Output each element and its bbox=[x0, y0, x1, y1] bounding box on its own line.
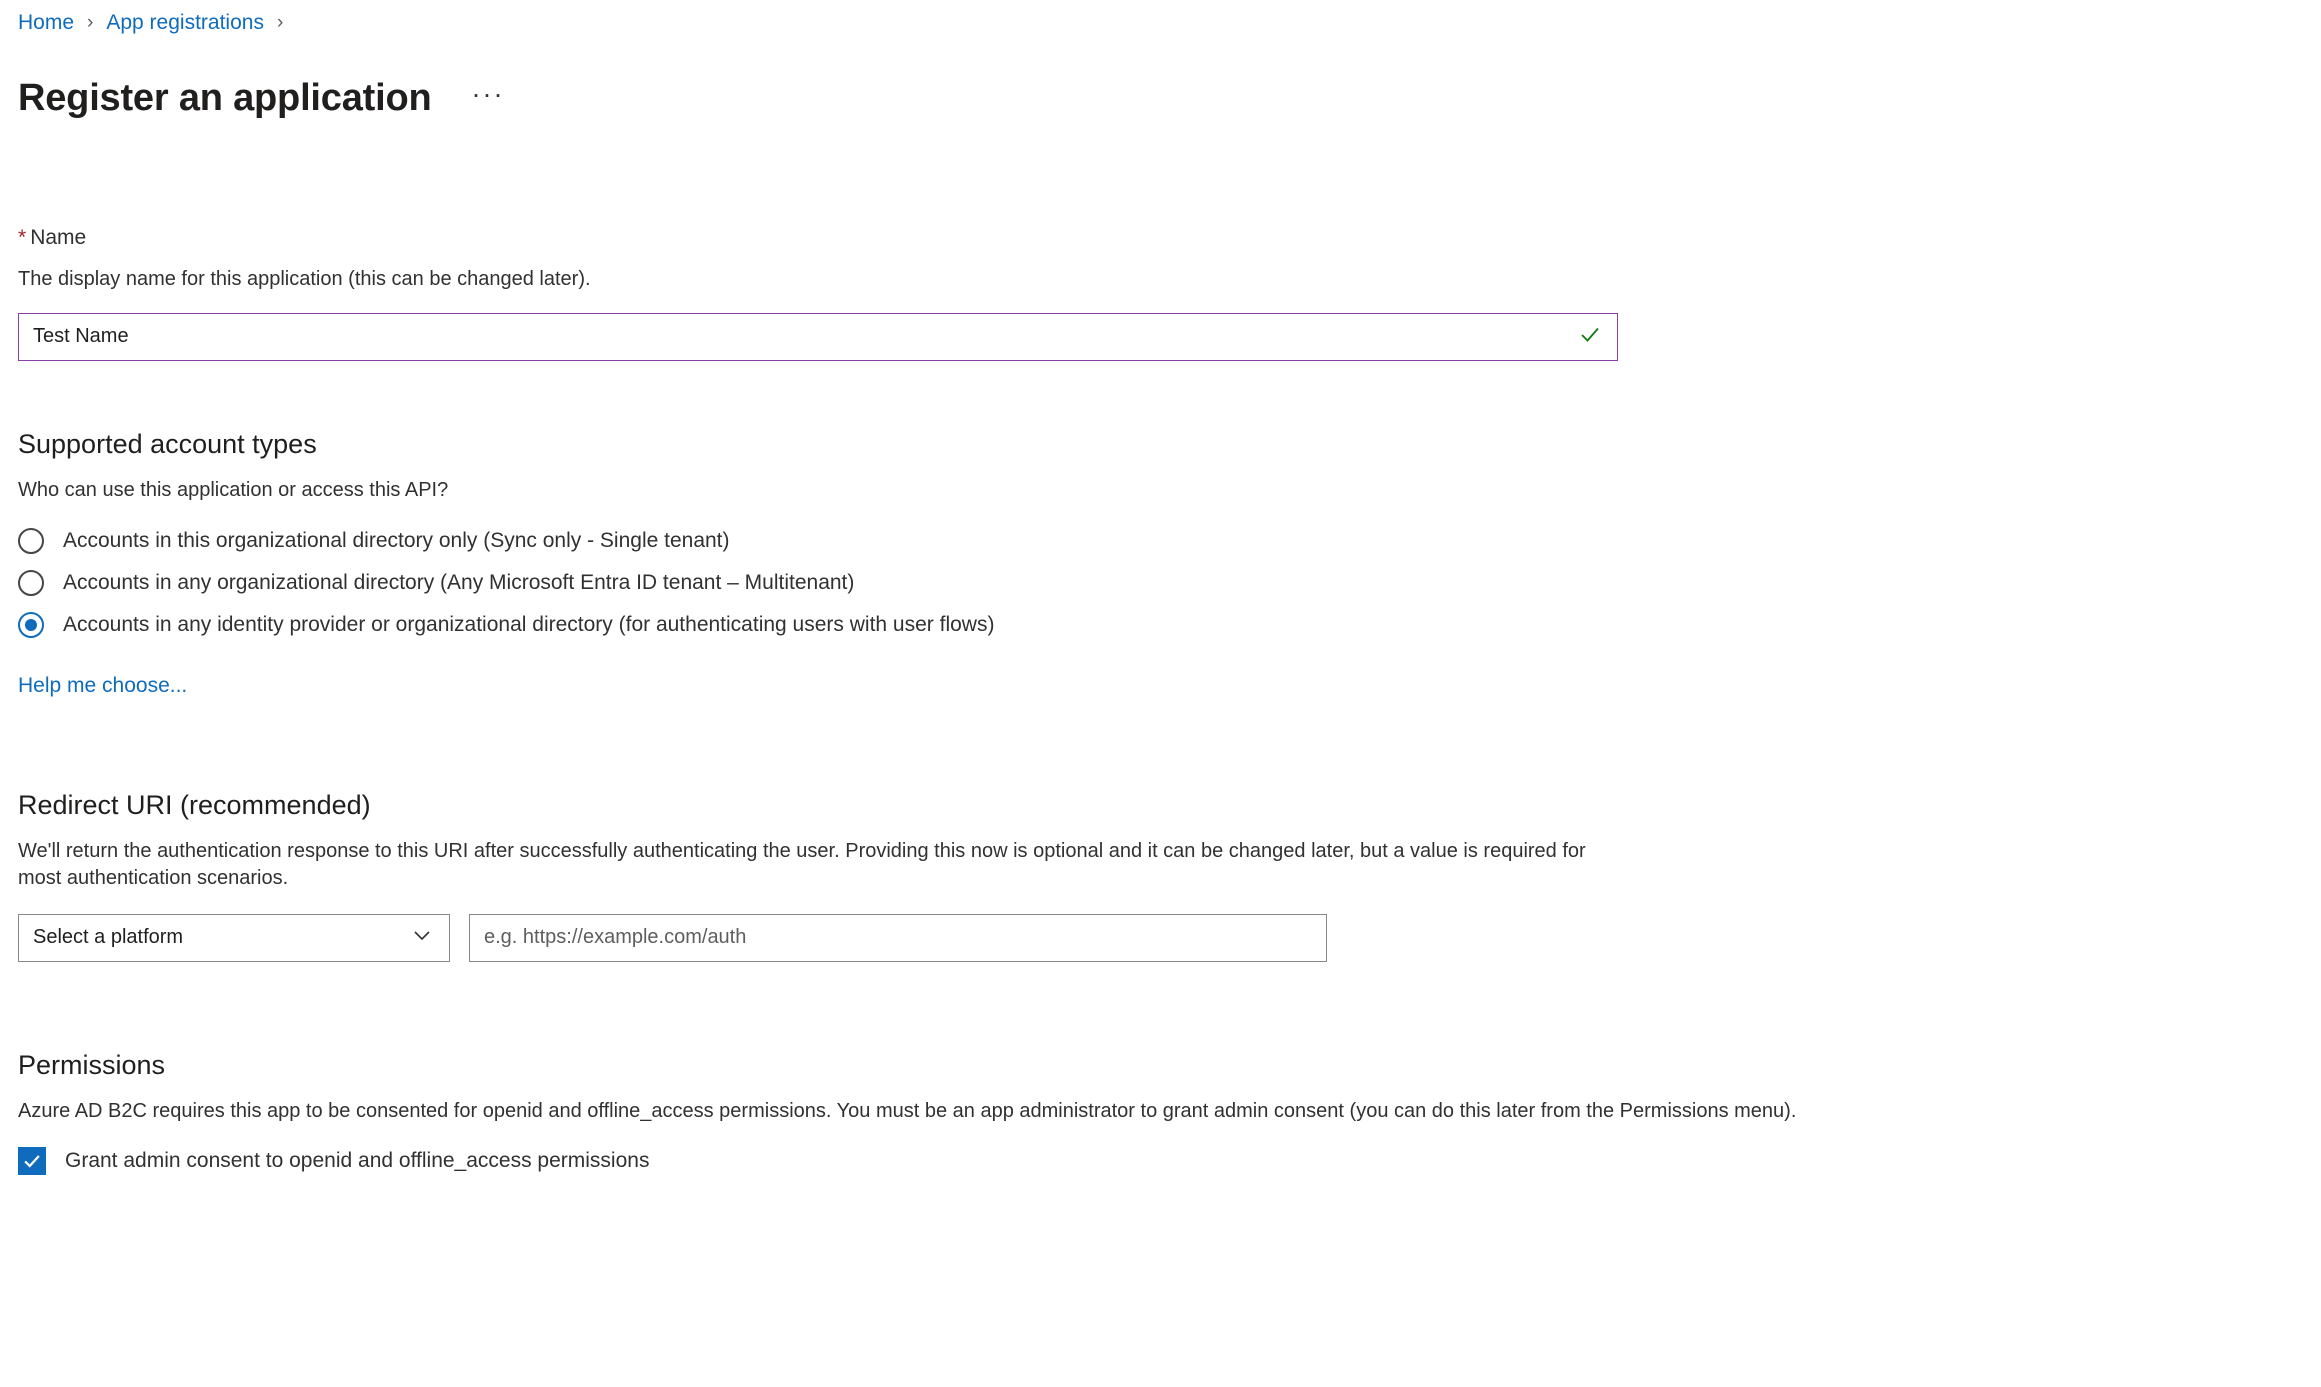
supported-account-types-heading: Supported account types bbox=[18, 428, 317, 459]
redirect-uri-description: We'll return the authentication response to this URI after successfully authenticating the user. Providing this now is optional and it can be changed later, but a value is required for most authentication scenarios. bbox=[18, 839, 1586, 889]
supported-account-types-question: Who can use this application or access this API? bbox=[18, 478, 449, 501]
redirect-uri-inputs bbox=[18, 914, 2321, 962]
radio-option-label: Accounts in this organizational directory only (Sync only - Single tenant) bbox=[63, 528, 730, 552]
breadcrumb-item-home[interactable]: Home bbox=[18, 11, 75, 34]
supported-account-types-section bbox=[18, 427, 2321, 700]
permissions-description: Azure AD B2C requires this app to be consented for openid and offline_access permissions. You must be an app administrator to grant admin consent (you can do this later from the Permissions menu). bbox=[18, 1099, 1797, 1122]
radio-icon[interactable] bbox=[18, 570, 44, 596]
redirect-uri-section bbox=[18, 788, 2321, 962]
breadcrumb-separator-icon: › bbox=[276, 12, 284, 33]
breadcrumb bbox=[18, 0, 2321, 37]
permissions-heading: Permissions bbox=[18, 1049, 166, 1080]
name-description: The display name for this application (this can be changed later). bbox=[18, 267, 591, 290]
checkbox-checked-icon[interactable] bbox=[18, 1147, 46, 1175]
breadcrumb-separator-icon: › bbox=[87, 12, 94, 33]
radio-icon[interactable] bbox=[18, 528, 44, 554]
page-title: Register an application bbox=[18, 77, 432, 120]
name-label-text: Name bbox=[30, 225, 87, 249]
help-me-choose-link[interactable]: Help me choose... bbox=[18, 673, 188, 697]
platform-select[interactable] bbox=[18, 914, 450, 962]
radio-option-any-identity-provider[interactable] bbox=[18, 604, 2321, 646]
radio-option-label: Accounts in any organizational directory (Any Microsoft Entra ID tenant – Multitenant) bbox=[63, 570, 855, 594]
radio-option-multitenant[interactable] bbox=[18, 562, 2321, 604]
name-section bbox=[18, 224, 2321, 361]
required-marker: * bbox=[18, 225, 27, 249]
radio-option-label: Accounts in any identity provider or organizational directory (for authenticating users with user flows) bbox=[63, 612, 995, 636]
page-header bbox=[18, 51, 2321, 146]
redirect-uri-input[interactable] bbox=[469, 914, 1327, 962]
permissions-section bbox=[18, 1048, 2321, 1175]
grant-admin-consent-row[interactable] bbox=[18, 1147, 2321, 1175]
platform-select-wrapper bbox=[18, 914, 450, 962]
grant-admin-consent-label: Grant admin consent to openid and offline_access permissions bbox=[65, 1148, 650, 1172]
name-label bbox=[18, 224, 2321, 252]
account-type-radio-group bbox=[18, 520, 2321, 646]
platform-select-value: Select a platform bbox=[33, 926, 184, 949]
name-input-wrapper bbox=[18, 313, 1618, 361]
radio-option-single-tenant[interactable] bbox=[18, 520, 2321, 562]
name-input[interactable] bbox=[18, 313, 1618, 361]
breadcrumb-item-app-registrations[interactable]: App registrations bbox=[106, 11, 264, 34]
more-options-icon[interactable]: ··· bbox=[471, 79, 505, 110]
redirect-uri-heading: Redirect URI (recommended) bbox=[18, 789, 371, 820]
radio-icon-selected[interactable] bbox=[18, 612, 44, 638]
